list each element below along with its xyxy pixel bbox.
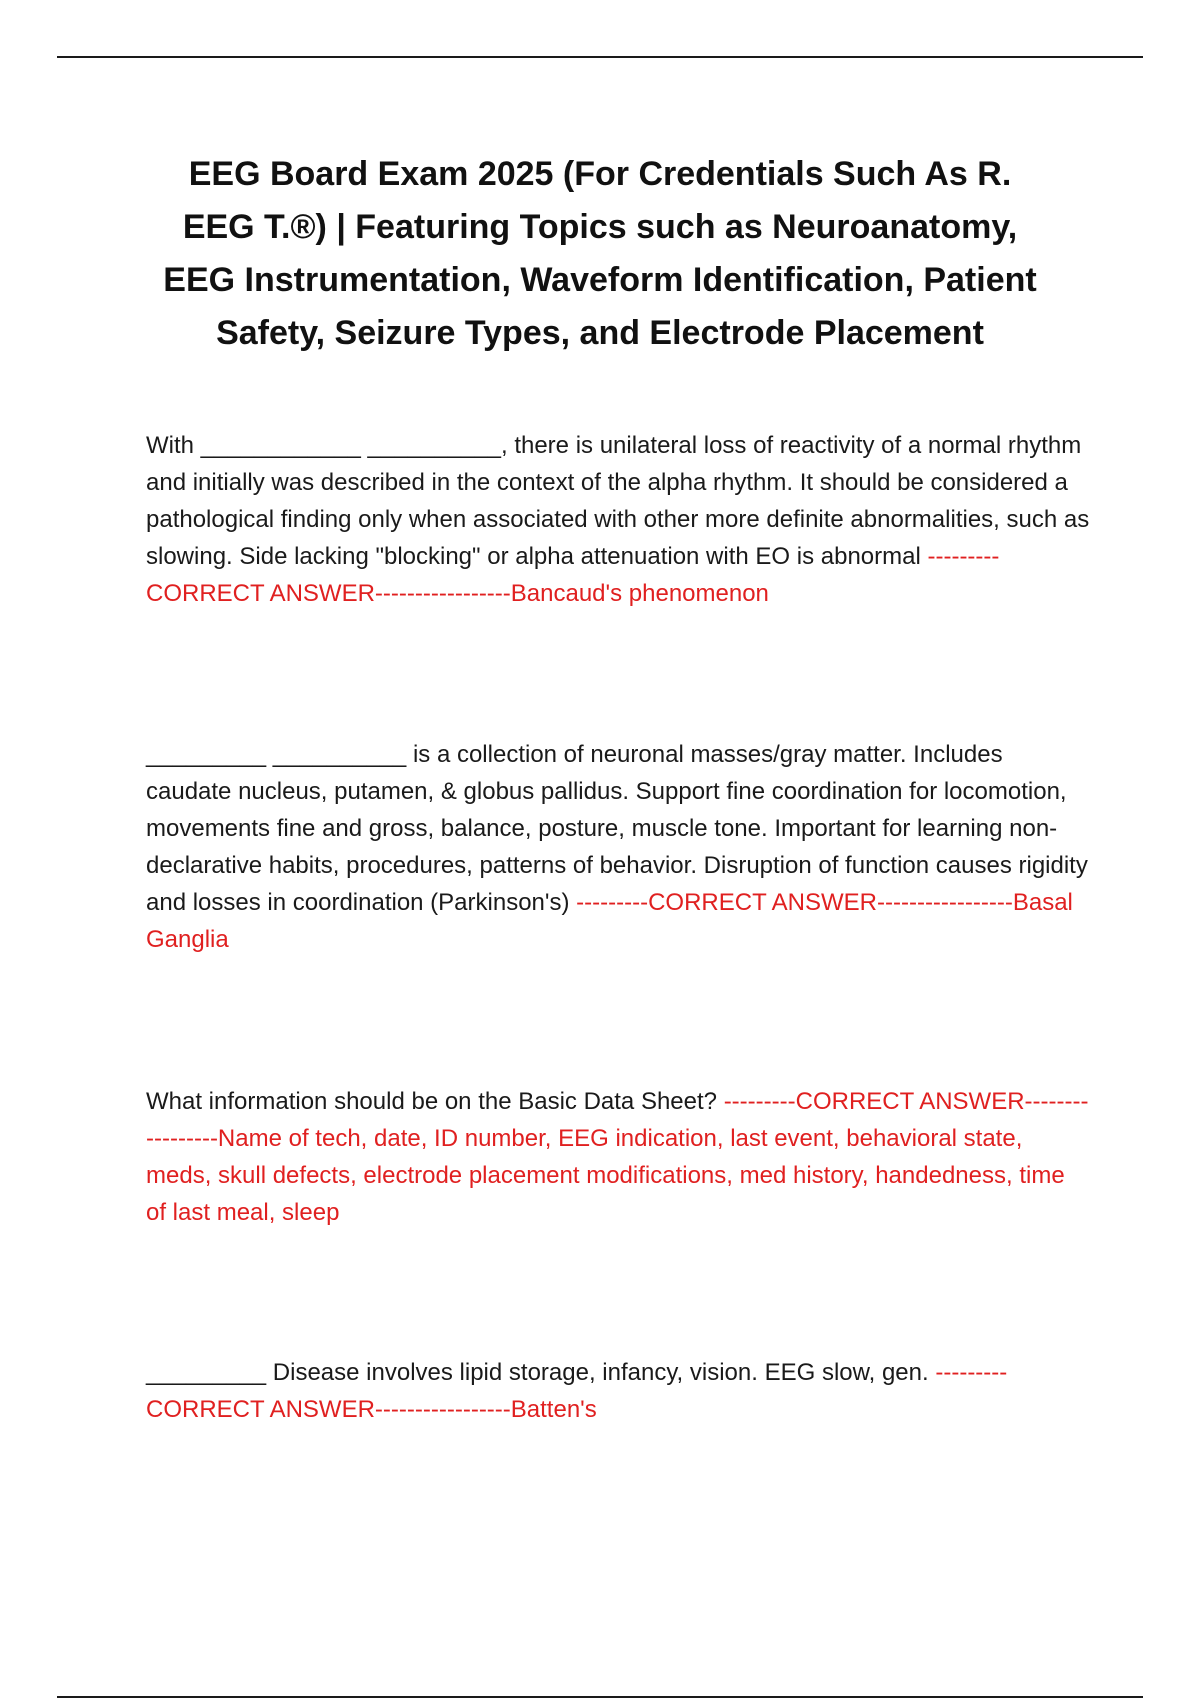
question-text: _________ Disease involves lipid storage, infancy, vision. EEG slow, gen. <box>146 1359 936 1386</box>
question-text: With ____________ __________, there is unilateral loss of reactivity of a normal rhythm and initially was described in the context of the alpha rhythm. It should be considered a pathological finding only when associated with other more definite abnormalities, such as slowing. Side lacking "blocking" or alpha attenuation with EO is abnormal <box>146 432 1090 570</box>
question-text: What information should be on the Basic Data Sheet? <box>146 1088 724 1115</box>
answer-text: ---------CORRECT ANSWER-----------------Bancaud's phenomenon <box>146 543 1000 607</box>
qa-item <box>146 427 1090 612</box>
question-text: _________ __________ is a collection of neuronal masses/gray matter. Includes caudate nucleus, putamen, & globus pallidus. Support fine coordination for locomotion, movements fine and gross, balance, posture, muscle tone. Important for learning non-declarative habits, procedures, patterns of behavior. Disruption of function causes rigidity and losses in coordination (Parkinson's) <box>146 741 1088 916</box>
bottom-divider <box>57 1696 1143 1698</box>
answer-text: ---------CORRECT ANSWER-----------------Batten's <box>146 1359 1008 1423</box>
qa-item <box>146 736 1090 958</box>
answer-text: ---------CORRECT ANSWER-----------------Name of tech, date, ID number, EEG indication, last event, behavioral state, meds, skull defects, electrode placement modifications, med history, handedness, time of last meal, sleep <box>146 1088 1089 1226</box>
document-title: EEG Board Exam 2025 (For Credentials Such As R. EEG T.®) | Featuring Topics such as Neuroanatomy, EEG Instrumentation, Waveform Identification, Patient Safety, Seizure Types, and Electrode Placement <box>163 155 1037 352</box>
answer-text: ---------CORRECT ANSWER-----------------Basal Ganglia <box>146 889 1073 953</box>
qa-item <box>146 1083 1090 1231</box>
qa-item <box>146 1354 1090 1428</box>
top-divider <box>57 56 1143 58</box>
